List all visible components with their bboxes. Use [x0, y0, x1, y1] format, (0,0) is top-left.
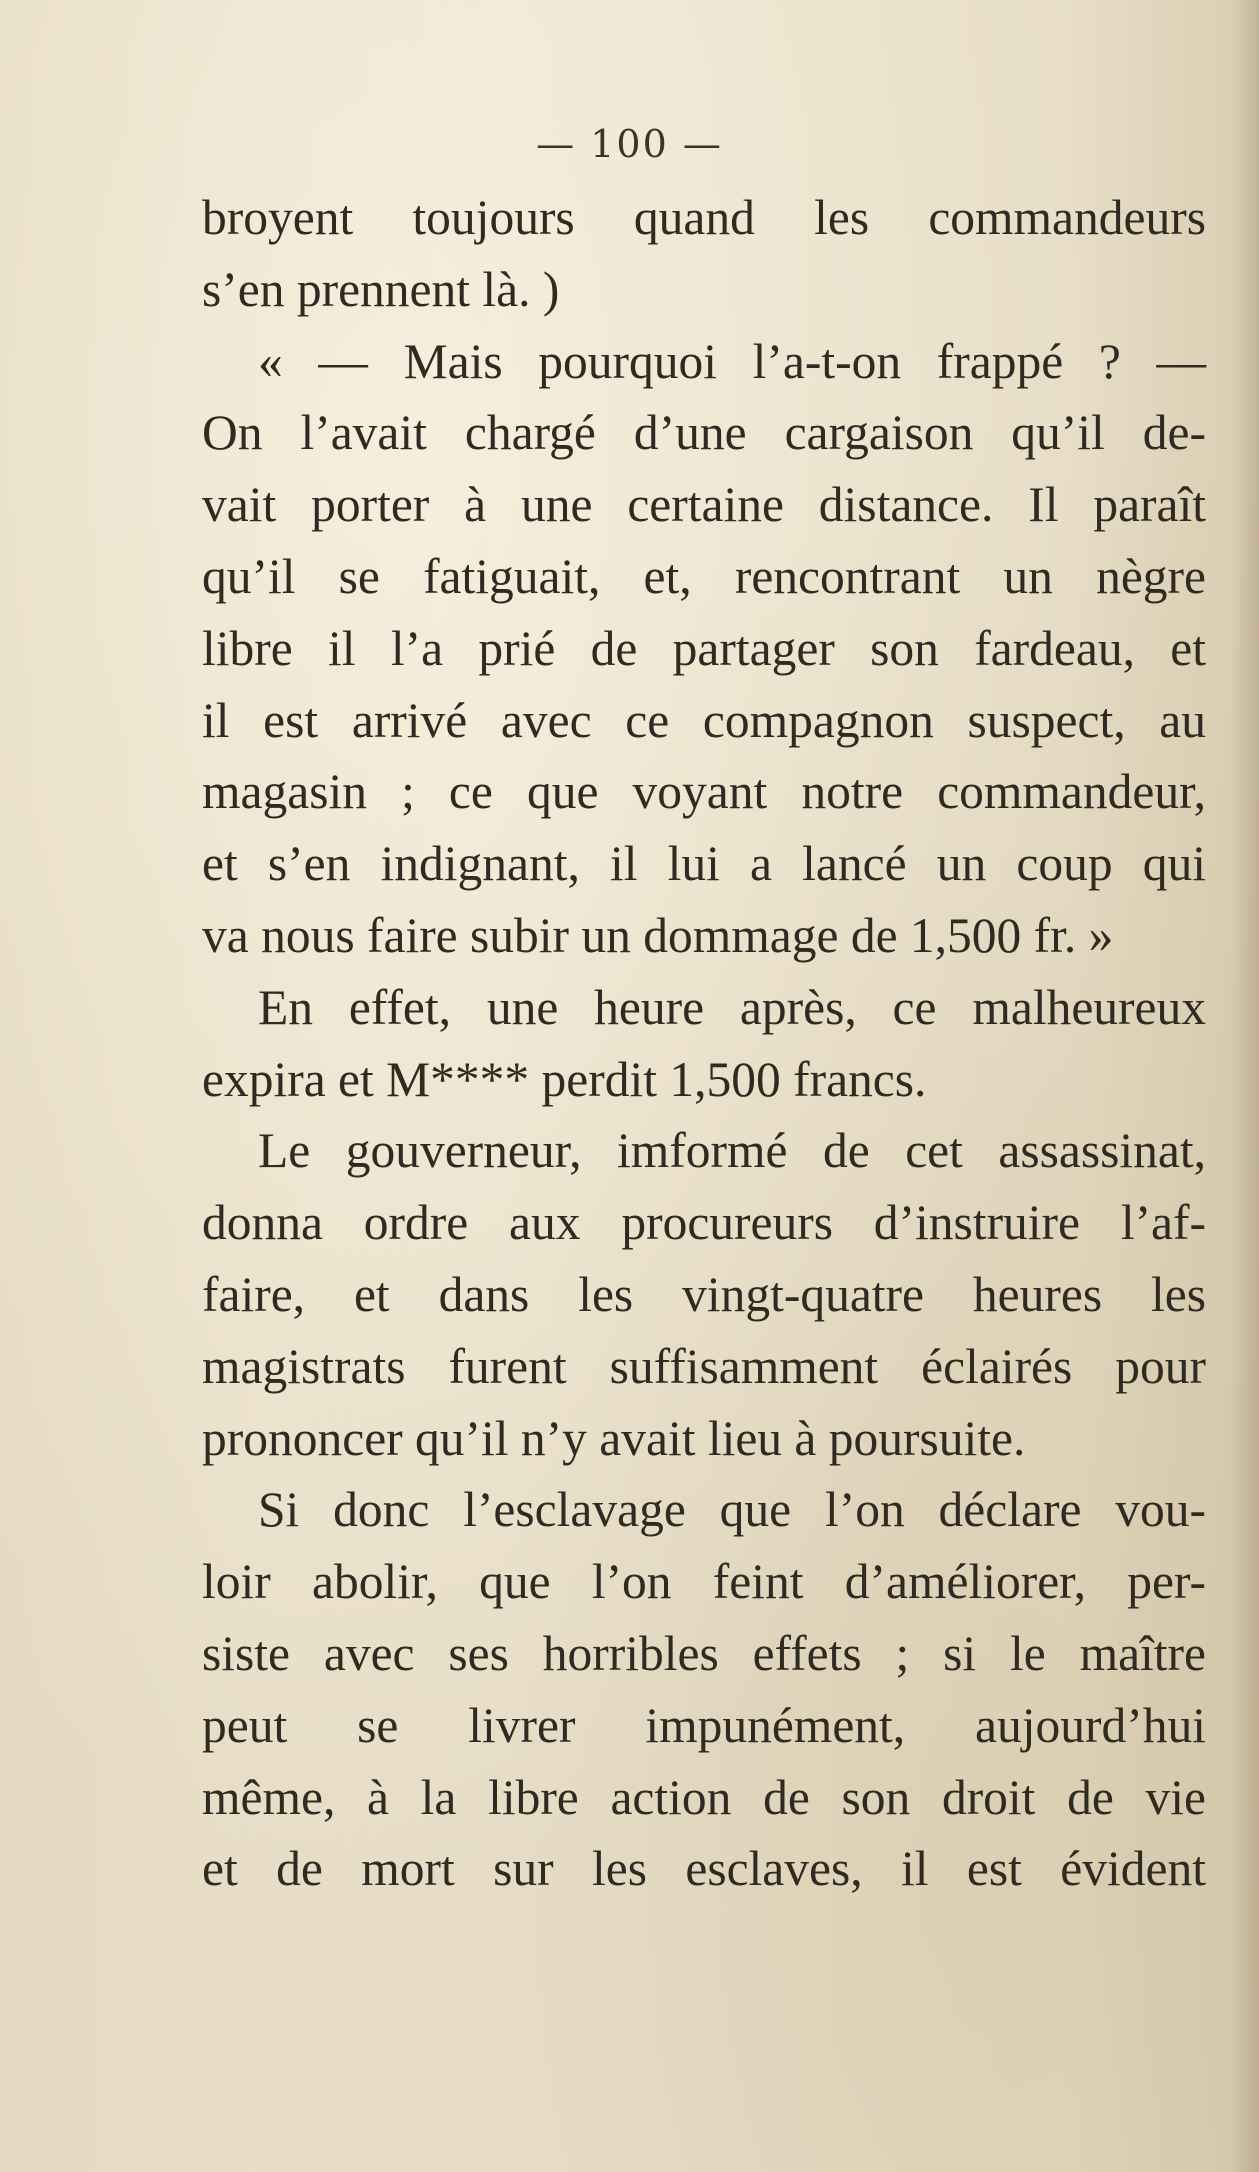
text-line: s’en prennent là. ) [202, 261, 560, 317]
text-line: donna ordre aux procureurs d’instruire l’af- [202, 1195, 1206, 1251]
text-line: magasin ; ce que voyant notre commandeur, [202, 764, 1206, 820]
text-line: et s’en indignant, il lui a lancé un coup qui [202, 836, 1206, 892]
text-line: même, à la libre action de son droit de vie [202, 1769, 1206, 1825]
text-line: On l’avait chargé d’une cargaison qu’il de- [202, 405, 1206, 461]
text-line: faire, et dans les vingt-quatre heures les [202, 1266, 1206, 1322]
text-line: siste avec ses horribles effets ; si le maître [202, 1625, 1206, 1681]
text-line: libre il l’a prié de partager son fardeau, et [202, 620, 1206, 676]
text-line: va nous faire subir un dommage de 1,500 fr. » [202, 907, 1114, 963]
text-line: il est arrivé avec ce compagnon suspect, au [202, 692, 1206, 748]
text-line: expira et M**** perdit 1,500 francs. [202, 1051, 927, 1107]
text-line: Si donc l’esclavage que l’on déclare vou- [258, 1482, 1206, 1538]
text-line: Le gouverneur, imformé de cet assassinat, [258, 1123, 1206, 1179]
page-gutter-shadow [1231, 0, 1259, 2172]
text-line: broyent toujours quand les commandeurs [202, 190, 1206, 245]
text-line: loir abolir, que l’on feint d’améliorer, per- [202, 1554, 1206, 1610]
text-line: magistrats furent suffisamment éclairés pour [202, 1338, 1206, 1394]
text-line: prononcer qu’il n’y avait lieu à poursuite. [202, 1410, 1026, 1466]
text-line: En effet, une heure après, ce malheureux [258, 979, 1206, 1035]
text-line: qu’il se fatiguait, et, rencontrant un nègre [202, 548, 1206, 604]
text-line: peut se livrer impunément, aujourd’hui [202, 1697, 1206, 1753]
text-line: et de mort sur les esclaves, il est évident [202, 1841, 1206, 1897]
text-line: vait porter à une certaine distance. Il paraît [202, 477, 1206, 533]
page-number: — 100 — [536, 122, 723, 166]
body-text [202, 182, 1206, 1905]
text-line: « — Mais pourquoi l’a-t-on frappé ? — [258, 333, 1206, 389]
